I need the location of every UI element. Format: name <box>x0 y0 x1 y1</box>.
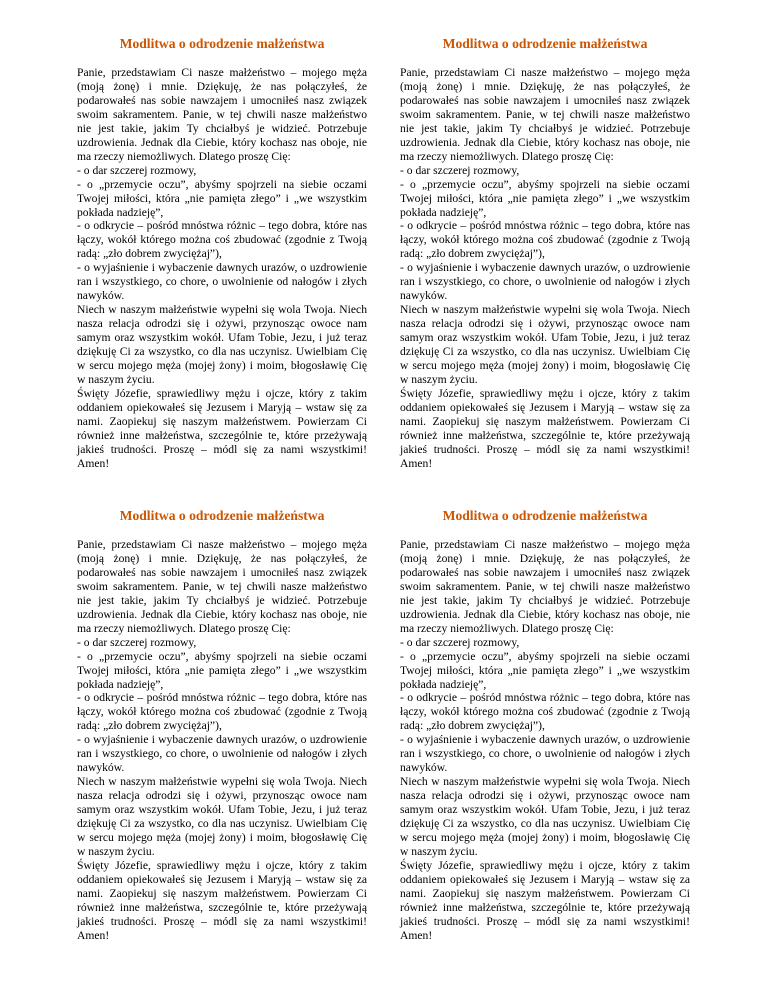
petition-item: - o dar szczerej rozmowy, <box>400 635 520 649</box>
prayer-body <box>400 66 690 471</box>
prayer-intro: Panie, przedstawiam Ci nasze małżeństwo – mojego męża (moją żonę) i mnie. Dziękuję, że nas połączyłeś, że podarowałeś nas sobie nawzajem i umocniłeś nasz związek swoim sakramentem. Panie, w tej chwili nasze małżeństwo nie jest takie, jakim Ty chciałbyś je widzieć. Potrzebuje uzdrowienia. Jednak dla Ciebie, który kochasz nas oboje, nie ma rzeczy niemożliwych. Dlatego proszę Cię: <box>77 66 367 163</box>
prayer-paragraph: Niech w naszym małżeństwie wypełni się wola Twoja. Niech nasza relacja odrodzi się i ożywi, przynosząc owoce nam samym oraz wszystkim wokół. Ufam Tobie, Jezu, i już teraz dziękuję Ci za wszystko, co dla nas uczynisz. Uwielbiam Cię w sercu mojego męża (mojej żony) i moim, błogosławię Cię w naszym życiu. <box>400 303 690 386</box>
petition-item: - o „przemycie oczu”, abyśmy spojrzeli na siebie oczami Twojej miłości, która „nie pamięta złego” i „we wszystkim pokłada nadzieję”, <box>400 649 690 691</box>
prayer-card-top-left <box>77 36 367 471</box>
petition-item: - o odkrycie – pośród mnóstwa różnic – tego dobra, które nas łączy, wokół którego można coś zbudować (zgodnie z Twoją radą: „zło dobrem zwyciężaj”), <box>400 219 690 261</box>
petition-item: - o dar szczerej rozmowy, <box>77 163 197 177</box>
prayer-paragraph: Święty Józefie, sprawiedliwy mężu i ojcze, który z takim oddaniem opiekowałeś się Jezusem i Maryją – wstaw się za nami. Zaopiekuj się naszym małżeństwem. Powierzam Ci również inne małżeństwa, szczególnie te, które przeżywają jakieś trudności. Proszę – módl się za nami wszystkimi! Amen! <box>77 386 367 470</box>
prayer-intro: Panie, przedstawiam Ci nasze małżeństwo – mojego męża (moją żonę) i mnie. Dziękuję, że nas połączyłeś, że podarowałeś nas sobie nawzajem i umocniłeś nasz związek swoim sakramentem. Panie, w tej chwili nasze małżeństwo nie jest takie, jakim Ty chciałbyś je widzieć. Potrzebuje uzdrowienia. Jednak dla Ciebie, który kochasz nas oboje, nie ma rzeczy niemożliwych. Dlatego proszę Cię: <box>77 538 367 635</box>
prayer-intro: Panie, przedstawiam Ci nasze małżeństwo – mojego męża (moją żonę) i mnie. Dziękuję, że nas połączyłeś, że podarowałeś nas sobie nawzajem i umocniłeś nasz związek swoim sakramentem. Panie, w tej chwili nasze małżeństwo nie jest takie, jakim Ty chciałbyś je widzieć. Potrzebuje uzdrowienia. Jednak dla Ciebie, który kochasz nas oboje, nie ma rzeczy niemożliwych. Dlatego proszę Cię: <box>400 538 690 635</box>
petition-item: - o odkrycie – pośród mnóstwa różnic – tego dobra, które nas łączy, wokół którego można coś zbudować (zgodnie z Twoją radą: „zło dobrem zwyciężaj”), <box>77 219 367 261</box>
petition-item: - o odkrycie – pośród mnóstwa różnic – tego dobra, które nas łączy, wokół którego można coś zbudować (zgodnie z Twoją radą: „zło dobrem zwyciężaj”), <box>77 691 367 733</box>
prayer-paragraph: Święty Józefie, sprawiedliwy mężu i ojcze, który z takim oddaniem opiekowałeś się Jezusem i Maryją – wstaw się za nami. Zaopiekuj się naszym małżeństwem. Powierzam Ci również inne małżeństwa, szczególnie te, które przeżywają jakieś trudności. Proszę – módl się za nami wszystkimi! Amen! <box>400 858 690 942</box>
petition-item: - o „przemycie oczu”, abyśmy spojrzeli na siebie oczami Twojej miłości, która „nie pamięta złego” i „we wszystkim pokłada nadzieję”, <box>400 177 690 219</box>
prayer-title: Modlitwa o odrodzenie małżeństwa <box>119 508 325 523</box>
prayer-card-bottom-right <box>400 508 690 943</box>
prayer-paragraph: Niech w naszym małżeństwie wypełni się wola Twoja. Niech nasza relacja odrodzi się i ożywi, przynosząc owoce nam samym oraz wszystkim wokół. Ufam Tobie, Jezu, i już teraz dziękuję Ci za wszystko, co dla nas uczynisz. Uwielbiam Cię w sercu mojego męża (mojej żony) i moim, błogosławię Cię w naszym życiu. <box>400 775 690 858</box>
prayer-paragraph: Niech w naszym małżeństwie wypełni się wola Twoja. Niech nasza relacja odrodzi się i ożywi, przynosząc owoce nam samym oraz wszystkim wokół. Ufam Tobie, Jezu, i już teraz dziękuję Ci za wszystko, co dla nas uczynisz. Uwielbiam Cię w sercu mojego męża (mojej żony) i moim, błogosławię Cię w naszym życiu. <box>77 775 367 858</box>
prayer-paragraph: Niech w naszym małżeństwie wypełni się wola Twoja. Niech nasza relacja odrodzi się i ożywi, przynosząc owoce nam samym oraz wszystkim wokół. Ufam Tobie, Jezu, i już teraz dziękuję Ci za wszystko, co dla nas uczynisz. Uwielbiam Cię w sercu mojego męża (mojej żony) i moim, błogosławię Cię w naszym życiu. <box>77 303 367 386</box>
prayer-paragraph: Święty Józefie, sprawiedliwy mężu i ojcze, który z takim oddaniem opiekowałeś się Jezusem i Maryją – wstaw się za nami. Zaopiekuj się naszym małżeństwem. Powierzam Ci również inne małżeństwa, szczególnie te, które przeżywają jakieś trudności. Proszę – módl się za nami wszystkimi! Amen! <box>400 386 690 470</box>
prayer-title: Modlitwa o odrodzenie małżeństwa <box>119 36 325 51</box>
petition-item: - o wyjaśnienie i wybaczenie dawnych urazów, o uzdrowienie ran i wszystkiego, co chore, o uwolnienie od nałogów i złych nawyków. <box>77 261 367 303</box>
prayer-card-top-right <box>400 36 690 471</box>
prayer-body <box>400 538 690 943</box>
petition-item: - o dar szczerej rozmowy, <box>400 163 520 177</box>
prayer-card-bottom-left <box>77 508 367 943</box>
petition-item: - o wyjaśnienie i wybaczenie dawnych urazów, o uzdrowienie ran i wszystkiego, co chore, o uwolnienie od nałogów i złych nawyków. <box>400 261 690 303</box>
prayer-intro: Panie, przedstawiam Ci nasze małżeństwo – mojego męża (moją żonę) i mnie. Dziękuję, że nas połączyłeś, że podarowałeś nas sobie nawzajem i umocniłeś nasz związek swoim sakramentem. Panie, w tej chwili nasze małżeństwo nie jest takie, jakim Ty chciałbyś je widzieć. Potrzebuje uzdrowienia. Jednak dla Ciebie, który kochasz nas oboje, nie ma rzeczy niemożliwych. Dlatego proszę Cię: <box>400 66 690 163</box>
prayer-title: Modlitwa o odrodzenie małżeństwa <box>442 508 648 523</box>
petition-item: - o wyjaśnienie i wybaczenie dawnych urazów, o uzdrowienie ran i wszystkiego, co chore, o uwolnienie od nałogów i złych nawyków. <box>77 733 367 775</box>
petition-item: - o „przemycie oczu”, abyśmy spojrzeli na siebie oczami Twojej miłości, która „nie pamięta złego” i „we wszystkim pokłada nadzieję”, <box>77 649 367 691</box>
petition-item: - o dar szczerej rozmowy, <box>77 635 197 649</box>
petition-item: - o odkrycie – pośród mnóstwa różnic – tego dobra, które nas łączy, wokół którego można coś zbudować (zgodnie z Twoją radą: „zło dobrem zwyciężaj”), <box>400 691 690 733</box>
prayer-title: Modlitwa o odrodzenie małżeństwa <box>442 36 648 51</box>
petition-item: - o wyjaśnienie i wybaczenie dawnych urazów, o uzdrowienie ran i wszystkiego, co chore, o uwolnienie od nałogów i złych nawyków. <box>400 733 690 775</box>
petition-item: - o „przemycie oczu”, abyśmy spojrzeli na siebie oczami Twojej miłości, która „nie pamięta złego” i „we wszystkim pokłada nadzieję”, <box>77 177 367 219</box>
prayer-paragraph: Święty Józefie, sprawiedliwy mężu i ojcze, który z takim oddaniem opiekowałeś się Jezusem i Maryją – wstaw się za nami. Zaopiekuj się naszym małżeństwem. Powierzam Ci również inne małżeństwa, szczególnie te, które przeżywają jakieś trudności. Proszę – módl się za nami wszystkimi! Amen! <box>77 858 367 942</box>
prayer-body <box>77 538 367 943</box>
prayer-body <box>77 66 367 471</box>
